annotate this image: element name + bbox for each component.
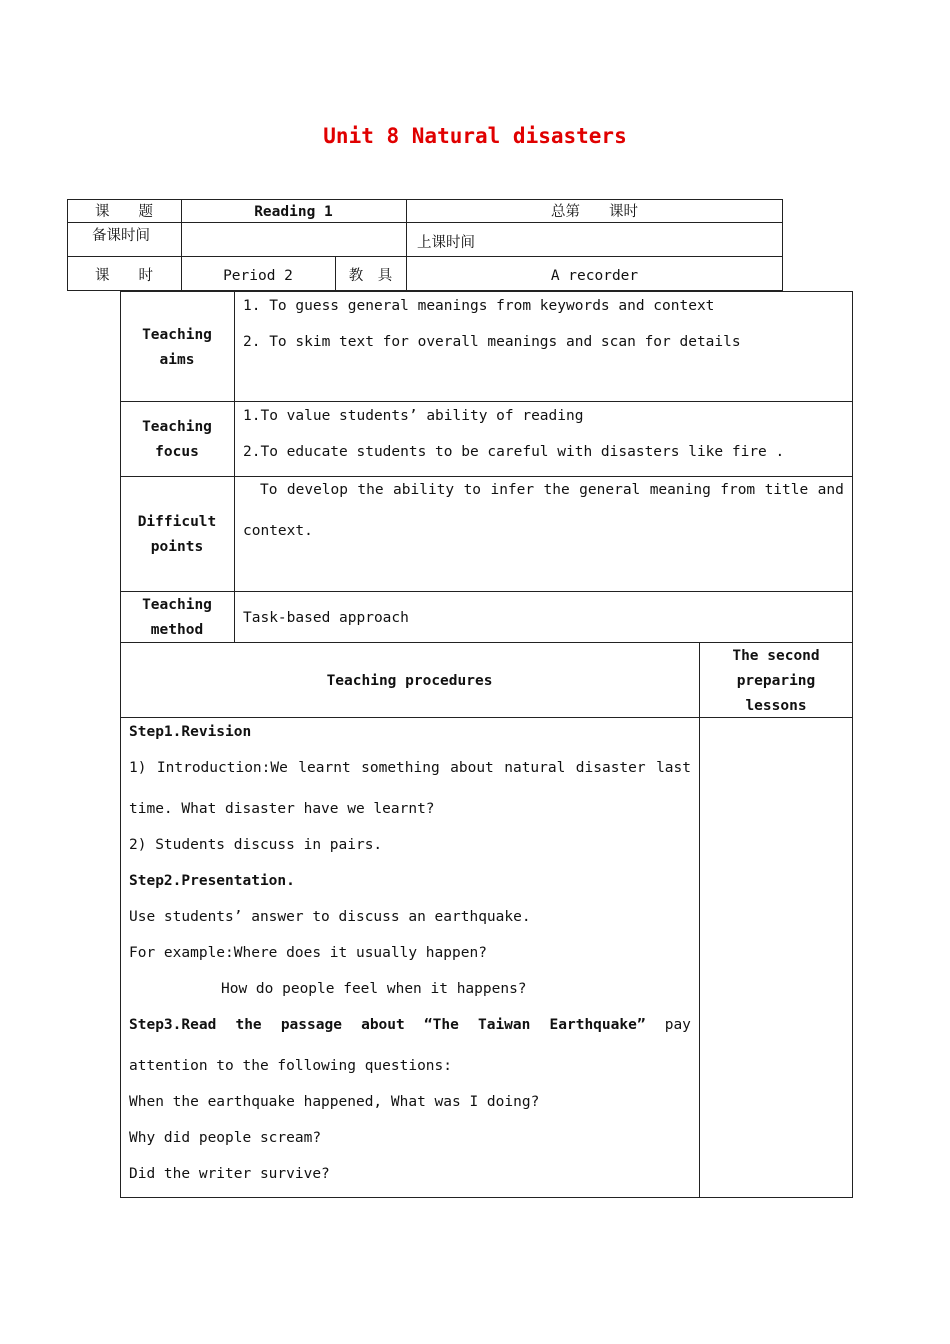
step2-heading: Step2.Presentation. (129, 873, 295, 889)
focus-label: Teaching (142, 419, 212, 435)
subject-label: 课 题 (95, 204, 153, 220)
aims-label: aims (159, 352, 195, 368)
word: To (260, 482, 278, 498)
aim-item: 1. To guess general meanings from keywords and context (243, 298, 715, 314)
word: pay (664, 1017, 691, 1033)
discuss-line: 2) Students discuss in pairs. (129, 837, 383, 853)
word: infer (490, 482, 535, 498)
method-label: method (150, 622, 204, 638)
period-value: Period 2 (223, 268, 293, 284)
difficult-text-cont: context. (243, 523, 313, 539)
step3-heading (129, 1016, 691, 1034)
aim-item: 2. To skim text for overall meanings and scan for details (243, 334, 741, 350)
row-divider (120, 642, 853, 643)
aims-label: Teaching (142, 327, 212, 343)
subject-value: Reading 1 (254, 204, 333, 220)
intro-line (129, 759, 691, 777)
method-value: Task-based approach (243, 610, 409, 626)
focus-item: 2.To educate students to be careful with disasters like fire . (243, 444, 785, 460)
second-preparing-heading: The second (732, 648, 820, 664)
row-divider (120, 717, 853, 718)
procedures-heading: Teaching procedures (326, 673, 493, 689)
use-line: Use students’ answer to discuss an earthquake. (129, 909, 531, 925)
period-label: 课 时 (95, 268, 153, 284)
method-label: Teaching (142, 597, 212, 613)
word: last (656, 760, 691, 776)
word: the (235, 1017, 262, 1033)
row-divider (120, 591, 853, 592)
second-preparing-heading: preparing (736, 673, 816, 689)
word: Taiwan (477, 1017, 531, 1033)
word: title (764, 482, 809, 498)
intro-line-cont: time. What disaster have we learnt? (129, 801, 435, 817)
word: Step3.Read (129, 1017, 217, 1033)
page-title: Unit 8 Natural disasters (323, 124, 627, 148)
word: about (450, 760, 494, 776)
word: develop (286, 482, 348, 498)
question: Why did people scream? (129, 1130, 322, 1146)
step3-line-cont: attention to the following questions: (129, 1058, 453, 1074)
example-line-2: How do people feel when it happens? (221, 981, 527, 997)
word: to (463, 482, 482, 498)
row-divider (120, 401, 853, 402)
word: Earthquake” (549, 1017, 646, 1033)
header-row-divider (67, 256, 783, 257)
header-row-divider (67, 222, 783, 223)
teaching-aids-value: A recorder (550, 268, 639, 284)
word: and (817, 482, 844, 498)
class-time-label: 上课时间 (417, 235, 475, 251)
word: ability (393, 482, 455, 498)
word: the (543, 482, 570, 498)
word: 1) (129, 760, 147, 776)
word: learnt (298, 760, 351, 776)
word: Introduction:We (156, 760, 288, 776)
row-divider (120, 476, 853, 477)
step1-heading: Step1.Revision (129, 724, 252, 740)
word: general (579, 482, 641, 498)
focus-item: 1.To value students’ ability of reading (243, 408, 584, 424)
word: something (361, 760, 440, 776)
teaching-aids-label: 教 具 (348, 268, 393, 284)
difficult-label: points (150, 539, 204, 555)
total-period-label: 总第 课时 (551, 204, 638, 220)
second-preparing-heading: lessons (745, 698, 807, 714)
word: from (720, 482, 756, 498)
question: Did the writer survive? (129, 1166, 330, 1182)
prep-time-label: 备课时间 (92, 228, 150, 244)
word: meaning (649, 482, 711, 498)
example-line: For example:Where does it usually happen? (129, 945, 487, 961)
word: about (361, 1017, 405, 1033)
difficult-text (260, 481, 844, 499)
word: the (357, 482, 384, 498)
word: natural (504, 760, 566, 776)
word: “The (423, 1017, 459, 1033)
question: When the earthquake happened, What was I doing? (129, 1094, 540, 1110)
difficult-label: Difficult (137, 514, 217, 530)
word: disaster (575, 760, 646, 776)
side-col-divider (699, 642, 700, 1198)
focus-label: focus (155, 444, 199, 460)
word: passage (280, 1017, 342, 1033)
